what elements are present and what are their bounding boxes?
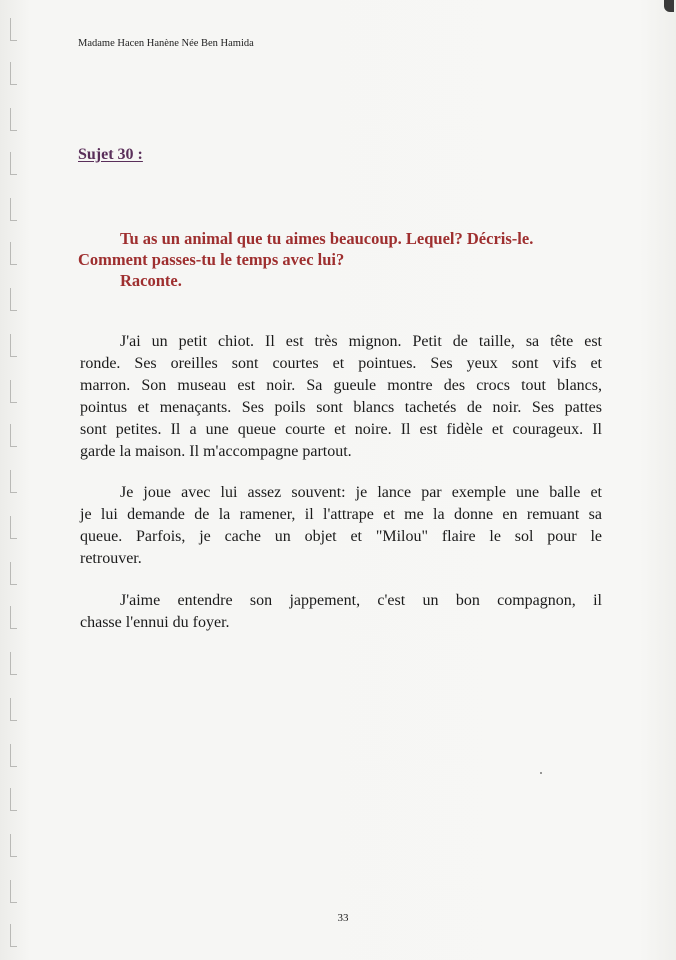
binding-mark [10, 834, 17, 857]
text-line: retrouver. [80, 550, 142, 567]
text-line: pointus et menaçants. Ses poils sont blancs tachetés de noir. Ses pattes [80, 399, 602, 416]
binding-mark [10, 516, 17, 539]
page-number: 33 [337, 912, 349, 924]
subject-title: Sujet 30 : [78, 146, 143, 163]
paper-speck [540, 772, 542, 774]
binding-marks [0, 0, 28, 960]
binding-mark [10, 880, 17, 903]
binding-mark [10, 744, 17, 767]
paragraph-play [80, 482, 602, 570]
binding-mark [10, 424, 17, 447]
binding-mark [10, 18, 17, 41]
text-line: sont petites. Il a une queue courte et noire. Il est fidèle et courageux. Il [80, 421, 602, 438]
binding-mark [10, 698, 17, 721]
paragraph-description [80, 331, 602, 463]
text-line: marron. Son museau est noir. Sa gueule montre des crocs tout blancs, [80, 377, 602, 394]
text-line: chasse l'ennui du foyer. [80, 614, 230, 631]
binding-mark [10, 562, 17, 585]
text-line: Je joue avec lui assez souvent: je lance par exemple une balle et [120, 484, 602, 501]
binding-mark [10, 788, 17, 811]
binding-mark [10, 242, 17, 265]
corner-scan-mark [664, 0, 674, 12]
binding-mark [10, 334, 17, 357]
text-line: J'aime entendre son jappement, c'est un bon compagnon, il [120, 592, 602, 609]
binding-mark [10, 198, 17, 221]
binding-mark [10, 380, 17, 403]
binding-mark [10, 152, 17, 175]
binding-mark [10, 652, 17, 675]
binding-mark [10, 470, 17, 493]
text-line: garde la maison. Il m'accompagne partout. [80, 443, 352, 460]
text-line: queue. Parfois, je cache un objet et "Milou" flaire le sol pour le [80, 528, 602, 545]
text-line: je lui demande de la ramener, il l'attrape et me la donne en remuant sa [80, 506, 602, 523]
binding-mark [10, 62, 17, 85]
question-line: Comment passes-tu le temps avec lui? [78, 250, 345, 269]
author-header: Madame Hacen Hanène Née Ben Hamida [78, 38, 254, 49]
binding-mark [10, 108, 17, 131]
text-line: J'ai un petit chiot. Il est très mignon. Petit de taille, sa tête est [120, 333, 602, 350]
text-line: ronde. Ses oreilles sont courtes et pointues. Ses yeux sont vifs et [80, 355, 602, 372]
question-line: Raconte. [120, 271, 182, 290]
question-prompt [78, 228, 608, 291]
question-line: Tu as un animal que tu aimes beaucoup. Lequel? Décris-le. [120, 229, 534, 248]
binding-mark [10, 924, 17, 947]
paragraph-conclusion [80, 590, 602, 634]
binding-mark [10, 288, 17, 311]
binding-mark [10, 606, 17, 629]
